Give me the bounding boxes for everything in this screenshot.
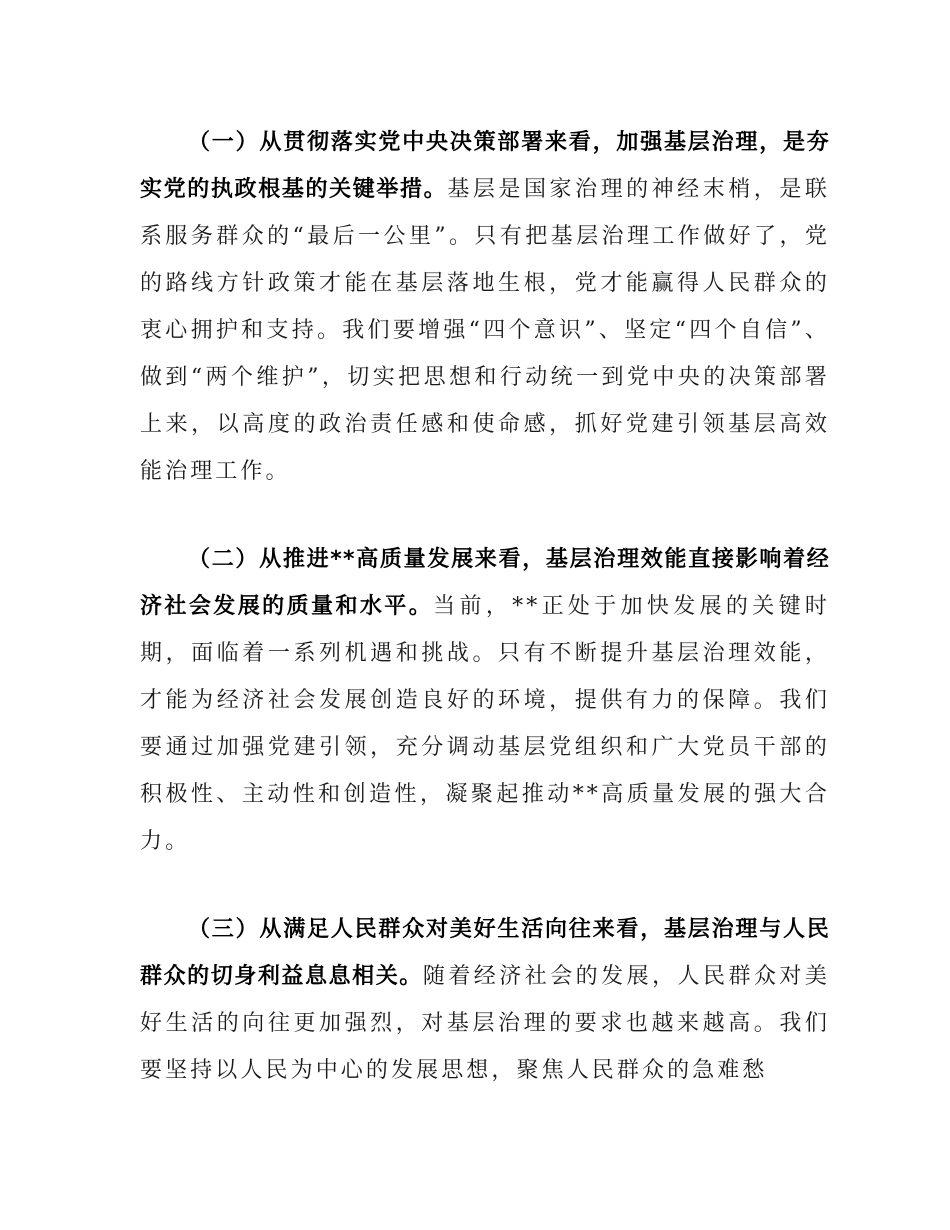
paragraph-1 — [140, 119, 830, 495]
paragraph-2-heading: （二）从推进**高质量发展来看，基层治理效能直接影响着经济社会发展的质量和水平。 — [140, 547, 830, 619]
paragraph-1-body: 基层是国家治理的神经末梢，是联系服务群众的“最后一公里”。只有把基层治理工作做好了，党的路线方针政策才能在基层落地生根，党才能赢得人民群众的衷心拥护和支持。我们要增强“四个意识”、坚定“四个自信”、做到“两个维护”，切实把思想和行动统一到党中央的决策部署上来，以高度的政治责任感和使命感，抓好党建引领基层高效能治理工作。 — [140, 177, 830, 484]
paragraph-3 — [140, 906, 830, 1094]
paragraph-2-body: 当前，**正处于加快发展的关键时期，面临着一系列机遇和挑战。只有不断提升基层治理效能，才能为经济社会发展创造良好的环境，提供有力的保障。我们要通过加强党建引领，充分调动基层党组织和广大党员干部的积极性、主动性和创造性，凝聚起推动**高质量发展的强大合力。 — [140, 594, 830, 854]
paragraph-2 — [140, 536, 830, 865]
paragraph-3-heading: （三）从满足人民群众对美好生活向往来看，基层治理与人民群众的切身利益息息相关。 — [140, 917, 830, 989]
paragraph-3-body: 随着经济社会的发展，人民群众对美好生活的向往更加强烈，对基层治理的要求也越来越高。我们要坚持以人民为中心的发展思想，聚焦人民群众的急难愁 — [140, 964, 830, 1083]
paragraph-1-heading: （一）从贯彻落实党中央决策部署来看，加强基层治理，是夯实党的执政根基的关键举措。 — [140, 130, 830, 202]
